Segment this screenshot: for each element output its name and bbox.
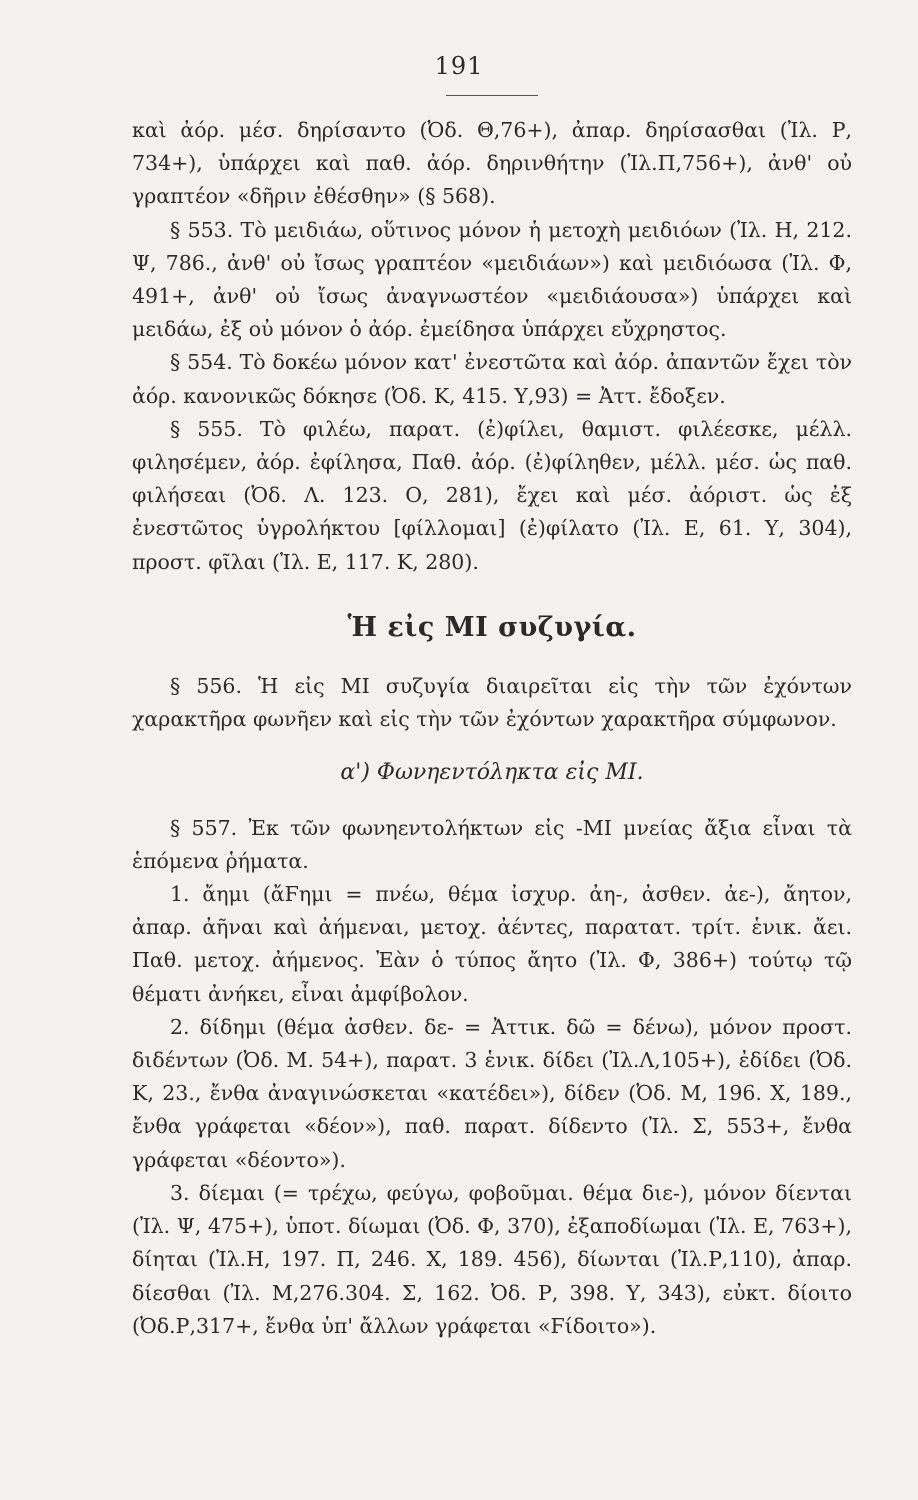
section-heading: Ἡ εἰς ΜΙ συζυγία. [347, 611, 637, 643]
list-item-aemi: 1. ἄημι (ἄϜημι = πνέω, θέμα ἰσχυρ. ἀη-, ἀσθεν. ἀε-), ἄητον, ἀπαρ. ἀῆναι καὶ ἀήμεναι, μετοχ. ἀέντες, παρατατ. τρίτ. ἑνικ. ἄει. Παθ. μετοχ. ἀήμενος. Ἐὰν ὁ τύπος ἄητο (Ἰλ. Φ, 386+) τούτῳ τῷ θέματι ἀνήκει, εἶναι ἀμφίβολον. [132, 882, 852, 1006]
list-item-didemi: 2. δίδημι (θέμα ἀσθεν. δε- = Ἀττικ. δῶ = δένω), μόνον προστ. διδέντων (Ὀδ. Μ. 54+), παρατ. 3 ἑνικ. δίδει (Ἰλ.Λ,105+), ἐδίδει (Ὀδ. Κ, 23., ἔνθα ἀναγινώσκεται «κατέδει»), δίδεν (Ὀδ. Μ, 196. Χ, 189., ἔνθα γράφεται «δέον»), παθ. παρατ. δίδεντο (Ἰλ. Σ, 553+, ἔνθα γράφεται «δέοντο»). [132, 1014, 852, 1172]
paragraph-554: § 554. Τὸ δοκέω μόνον κατ' ἐνεστῶτα καὶ ἀόρ. ἀπαντῶν ἔχει τὸν ἀόρ. κανονικῶς δόκησε (Ὀδ. Κ, 415. Υ,93) = Ἀττ. ἔδοξεν. [132, 350, 852, 408]
paragraph-556: § 556. Ἡ εἰς ΜΙ συζυγία διαιρεῖται εἰς τὴν τῶν ἐχόντων χαρακτῆρα φωνῆεν καὶ εἰς τὴν τῶν ἐχόντων χαρακτῆρα σύμφωνον. [132, 674, 852, 732]
page-number: 191 [434, 52, 484, 80]
subsection-heading: α') Φωνηεντόληκτα εἰς ΜΙ. [340, 760, 644, 786]
paragraph-553: § 553. Τὸ μειδιάω, οὕτινος μόνον ἡ μετοχὴ μειδιόων (Ἰλ. Η, 212. Ψ, 786., ἀνθ' οὐ ἴσως γραπτέον «μειδιάων») καὶ μειδιόωσα (Ἰλ. Φ, 491+, ἀνθ' οὐ ἴσως ἀναγνωστέον «μειδιάουσα») ὑπάρχει καὶ μειδάω, ἐξ οὐ μόνον ὁ ἀόρ. ἐμείδησα ὑπάρχει εὔχρηστος. [132, 217, 852, 342]
paragraph-continuation: καὶ ἀόρ. μέσ. δηρίσαντο (Ὀδ. Θ,76+), ἀπαρ. δηρίσασθαι (Ἰλ. Ρ, 734+), ὑπάρχει καὶ παθ. ἀόρ. δηρινθήτην (Ἰλ.Π,756+), ἀνθ' οὐ γραπτέον «δῆριν ἐθέσθην» (§ 568). [132, 118, 852, 209]
paragraph-555: § 555. Τὸ φιλέω, παρατ. (ἐ)φίλει, θαμιστ. φιλέεσκε, μέλλ. φιλησέμεν, ἀόρ. ἐφίλησα, Παθ. ἀόρ. (ἐ)φίληθεν, μέλλ. μέσ. ὡς παθ. φιλήσεαι (Ὀδ. Λ. 123. Ο, 281), ἔχει καὶ μέσ. ἀόριστ. ὡς ἐξ ἐνεστῶτος ὑγρολήκτου [φίλλομαι] (ἐ)φίλατο (Ἰλ. Ε, 61. Υ, 304), προστ. φῖλαι (Ἰλ. Ε, 117. Κ, 280). [132, 416, 852, 574]
list-item-diemai: 3. δίεμαι (= τρέχω, φεύγω, φοβοῦμαι. θέμα διε-), μόνον δίενται (Ἰλ. Ψ, 475+), ὑποτ. δίωμαι (Ὀδ. Φ, 370), ἐξαποδίωμαι (Ἰλ. Ε, 763+), δίηται (Ἰλ.Η, 197. Π, 246. Χ, 189. 456), δίωνται (Ἰλ.Ρ,110), ἀπαρ. δίεσθαι (Ἰλ. Μ,276.304. Σ, 162. Ὀδ. Ρ, 398. Υ, 343), εὐκτ. δίοιτο (Ὀδ.Ρ,317+, ἔνθα ὑπ' ἄλλων γράφεται «Ϝίδοιτο»). [132, 1180, 852, 1338]
paragraph-557: § 557. Ἐκ τῶν φωνηεντολήκτων εἰς -ΜΙ μνείας ἄξια εἶναι τὰ ἑπόμενα ῥήματα. [132, 815, 852, 873]
body-text [132, 114, 852, 1343]
header-rule [446, 95, 538, 96]
